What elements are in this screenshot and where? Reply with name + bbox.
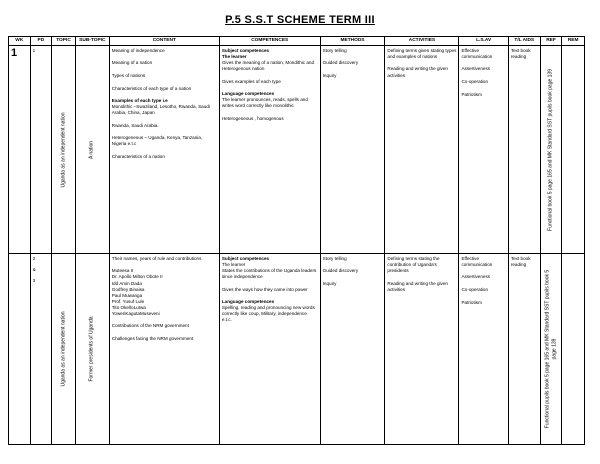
competence-line: Language competences — [221, 299, 275, 305]
ref-text: Functional pupils book 5 page 165 and MK Standard SST pupils book 5 page 139 — [544, 270, 557, 429]
activity-line: Defining terms given stating types and examples of nations — [387, 47, 457, 59]
pd-cell — [30, 46, 52, 254]
header-lsav: L.S.AV — [459, 37, 508, 46]
header-tl-aids: T/L AIDS — [508, 37, 540, 46]
ref-cell — [540, 254, 562, 445]
subtopic-text: A nation — [89, 140, 96, 159]
rem-cell — [562, 46, 585, 254]
period-label: & — [32, 266, 36, 272]
wk-cell — [9, 46, 31, 254]
content-line: Idd Amin Dada — [111, 280, 142, 286]
competence-line: The learner — [221, 53, 247, 59]
competence-line: Gives the meaning of a nation, Mondithic and Heterogenous nation — [221, 59, 315, 72]
activity-line: Reading and writing the given activities — [387, 280, 448, 292]
lsav-cell — [459, 46, 508, 254]
content-line: Muteesa II — [111, 268, 134, 274]
document-title: P.5 S.S.T SCHEME TERM III — [225, 14, 375, 26]
competence-line: Spelling, reading and pronouncing new words correctly like coup, Military, independence e.t.c. — [221, 305, 315, 323]
topic-text: Uganda as an independent nation — [60, 311, 67, 387]
wk-cell — [9, 254, 31, 445]
competence-line: Subject competences — [221, 47, 270, 53]
competences-cell — [219, 254, 320, 445]
method-line: Story telling — [322, 47, 347, 53]
methods-cell — [320, 46, 385, 254]
header-competences: COMPETENCES — [219, 37, 320, 46]
content-line: Types of nations — [111, 72, 146, 78]
period-label: 2 — [32, 255, 36, 261]
method-line: Inquiry — [322, 72, 337, 78]
ref-cell — [540, 46, 562, 254]
rem-cell — [562, 254, 585, 445]
ref-text: Functional book 5 page 165 and MK Standard SST pupils book page 139 — [547, 68, 554, 231]
scheme-of-work-table — [8, 36, 585, 445]
content-line: Characteristics of a nation — [111, 153, 165, 159]
subtopic-cell — [75, 46, 109, 254]
activity-line: Reading and writing the given activities — [387, 66, 448, 78]
content-line: Dr. Apollo Milton Obote II — [111, 274, 163, 280]
competence-line: States the contributions of the Uganda leaders since independence — [221, 267, 317, 280]
subtopic-text: Former presidents of Uganda — [89, 316, 96, 382]
period-label: 1 — [32, 47, 36, 53]
header-activities: ACTIVITIES — [385, 37, 459, 46]
lsav-line: Assertiveness — [461, 66, 491, 72]
lsav-line: Effective communication — [461, 255, 493, 267]
activity-line: Defining terms stating the contribution of Uganda's presidents — [387, 255, 440, 273]
header-content: CONTENT — [109, 37, 219, 46]
content-line: Paul Muwanga — [111, 292, 143, 298]
activities-cell — [385, 46, 459, 254]
lsav-line: Assertiveness — [461, 274, 491, 280]
competence-line: Gives examples of each type — [221, 78, 281, 84]
content-line: Contributions of the NRM government — [111, 323, 189, 329]
lsav-line: Patriotism — [461, 91, 482, 97]
competence-line: Subject competences — [221, 255, 270, 261]
content-line: Meaning of independence — [111, 47, 165, 53]
lsav-cell — [459, 254, 508, 445]
subtopic-cell — [75, 254, 109, 445]
content-line: Challenges facing the NRM government — [111, 335, 194, 341]
lsav-line: Effective communication — [461, 47, 493, 59]
period-label: 3 — [32, 277, 36, 283]
content-line: YoweriKagutaMuseveni — [111, 310, 160, 316]
tl-aids-cell — [508, 254, 540, 445]
topic-text: Uganda as an independent nation — [60, 112, 67, 188]
header-pd: PD — [30, 37, 52, 46]
content-line: Their names, years of rule and contributions — [111, 255, 202, 261]
content-cell — [109, 46, 219, 254]
topic-cell — [52, 254, 76, 445]
content-cell — [109, 254, 219, 445]
competence-line: The learner — [221, 261, 246, 267]
content-line: Characteristics of each type of a nation — [111, 85, 192, 91]
header-row — [9, 37, 585, 46]
method-line: Story telling — [322, 255, 347, 261]
content-line: Meaning of a nation — [111, 60, 153, 66]
header-ref: REF — [540, 37, 562, 46]
header-topic: TOPIC — [52, 37, 76, 46]
content-line: Monolithic –Swaziland, Lesotho, Rwanda, Saudi Arabia, China, Japan — [111, 104, 210, 116]
content-line: Tito OkelloLutwa — [111, 304, 146, 310]
tl-aids-text: Text book reading — [510, 255, 531, 267]
method-line: Guided discovery — [322, 268, 359, 274]
competence-line: The learner pronounces, reads, spells and writes word correctly like monolithic — [221, 97, 308, 109]
table-row — [9, 46, 585, 254]
lsav-line: Patriotism — [461, 299, 482, 305]
header-wk: WK — [9, 37, 31, 46]
pd-cell — [30, 254, 52, 445]
week-number: 1 — [11, 46, 18, 59]
table-row — [9, 254, 585, 445]
method-line: Inquiry — [322, 280, 337, 286]
competences-cell — [219, 46, 320, 254]
content-line: Godfrey Binaisa — [111, 286, 145, 292]
header-methods: METHODS — [320, 37, 385, 46]
competence-line: Gives the ways how they came into power — [221, 286, 308, 292]
activities-cell — [385, 254, 459, 445]
header-rem: REM — [562, 37, 585, 46]
lsav-line: Co-operation — [461, 79, 489, 85]
tl-aids-text: Text book reading — [510, 47, 531, 59]
header-subtopic: SUB-TOPIC — [75, 37, 109, 46]
lsav-line: Co-operation — [461, 287, 489, 293]
content-line: Heterogeneous – Uganda, Kenya, Tanzania, Nigeria e.t.c — [111, 135, 203, 147]
topic-cell — [52, 46, 76, 254]
content-line: Examples of each type i.e — [111, 98, 168, 104]
method-line: Guided discovery — [322, 60, 359, 66]
content-line: Prof. Yusuf Lule — [111, 298, 145, 304]
tl-aids-cell — [508, 46, 540, 254]
content-line: Rwanda, Saudi Arabia. — [111, 122, 159, 128]
competence-line: Language competences — [221, 91, 275, 97]
methods-cell — [320, 254, 385, 445]
competence-line: Heterogeneous , homogenous — [221, 115, 284, 121]
